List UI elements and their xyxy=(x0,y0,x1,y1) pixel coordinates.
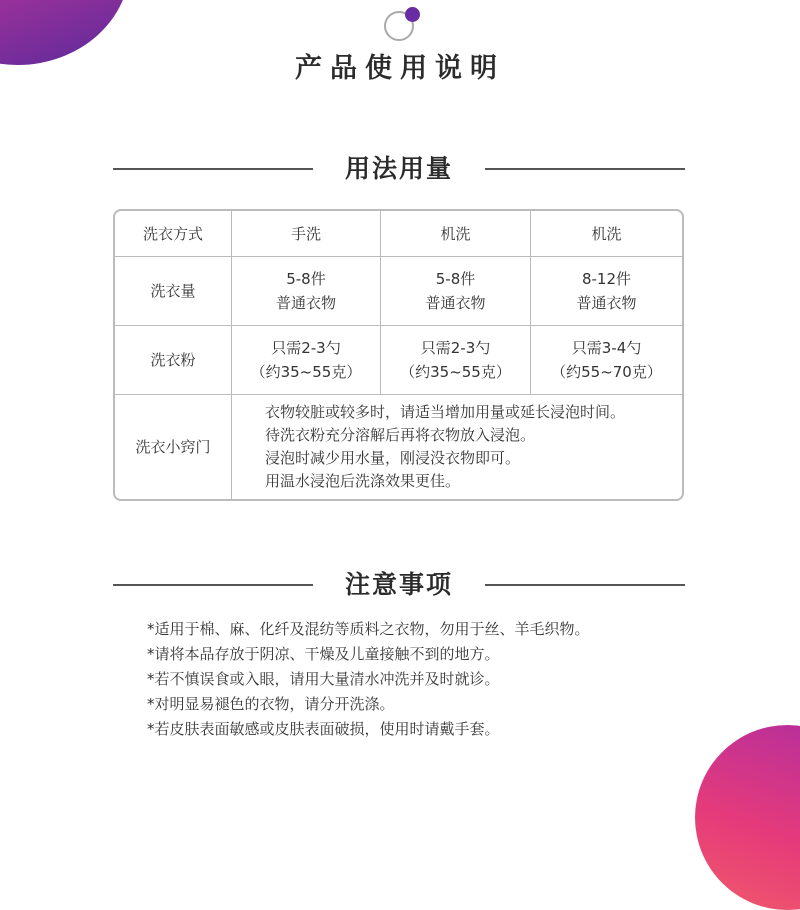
notes-list xyxy=(147,617,590,742)
note-item: *若不慎误食或入眼，请用大量清水冲洗并及时就诊。 xyxy=(147,670,500,688)
table-row-powder xyxy=(115,326,682,395)
page-title: 产品使用说明 xyxy=(295,53,505,84)
divider-right xyxy=(485,168,685,170)
amount-cell-machine-2: 8-12件 普通衣物 xyxy=(531,257,682,326)
amount-cell-hand: 5-8件 普通衣物 xyxy=(232,257,381,326)
row-label-tips: 洗衣小窍门 xyxy=(115,395,232,499)
note-item: *适用于棉、麻、化纤及混纺等质料之衣物，勿用于丝、羊毛织物。 xyxy=(147,620,590,638)
tip-item: 浸泡时减少用水量，刚浸没衣物即可。 xyxy=(264,449,520,467)
usage-section-header xyxy=(113,149,685,189)
corner-decoration-bottom-right xyxy=(695,725,800,910)
note-item: *对明显易褪色的衣物，请分开洗涤。 xyxy=(147,695,395,713)
powder-cell-machine-2: 只需3-4勺 （约55~70克） xyxy=(531,326,682,395)
tip-item: 用温水浸泡后洗涤效果更佳。 xyxy=(264,472,460,490)
divider-right xyxy=(485,584,685,586)
powder-cell-hand: 只需2-3勺 （约35~55克） xyxy=(232,326,381,395)
table-header-row xyxy=(115,211,682,257)
table-row-amount xyxy=(115,257,682,326)
notes-section-header xyxy=(113,565,685,605)
amount-cell-machine: 5-8件 普通衣物 xyxy=(381,257,531,326)
tip-item: 衣物较脏或较多时，请适当增加用量或延长浸泡时间。 xyxy=(264,403,625,421)
usage-heading: 用法用量 xyxy=(344,154,453,183)
note-item: *若皮肤表面敏感或皮肤表面破损，使用时请戴手套。 xyxy=(147,720,500,738)
row-label-amount: 洗衣量 xyxy=(115,257,232,326)
powder-cell-machine: 只需2-3勺 （约35~55克） xyxy=(381,326,531,395)
header-cell-hand-wash: 手洗 xyxy=(232,211,381,257)
brand-logo-icon xyxy=(382,7,422,47)
tips-cell xyxy=(232,395,682,499)
header-cell-machine-wash: 机洗 xyxy=(381,211,531,257)
note-item: *请将本品存放于阴凉、干燥及儿童接触不到的地方。 xyxy=(147,645,500,663)
row-label-powder: 洗衣粉 xyxy=(115,326,232,395)
tip-item: 待洗衣粉充分溶解后再将衣物放入浸泡。 xyxy=(264,426,535,444)
usage-table xyxy=(113,209,684,501)
notes-heading: 注意事项 xyxy=(344,570,453,599)
table-row-tips xyxy=(115,395,682,499)
header-cell-method: 洗衣方式 xyxy=(115,211,232,257)
header-cell-machine-wash-2: 机洗 xyxy=(531,211,682,257)
